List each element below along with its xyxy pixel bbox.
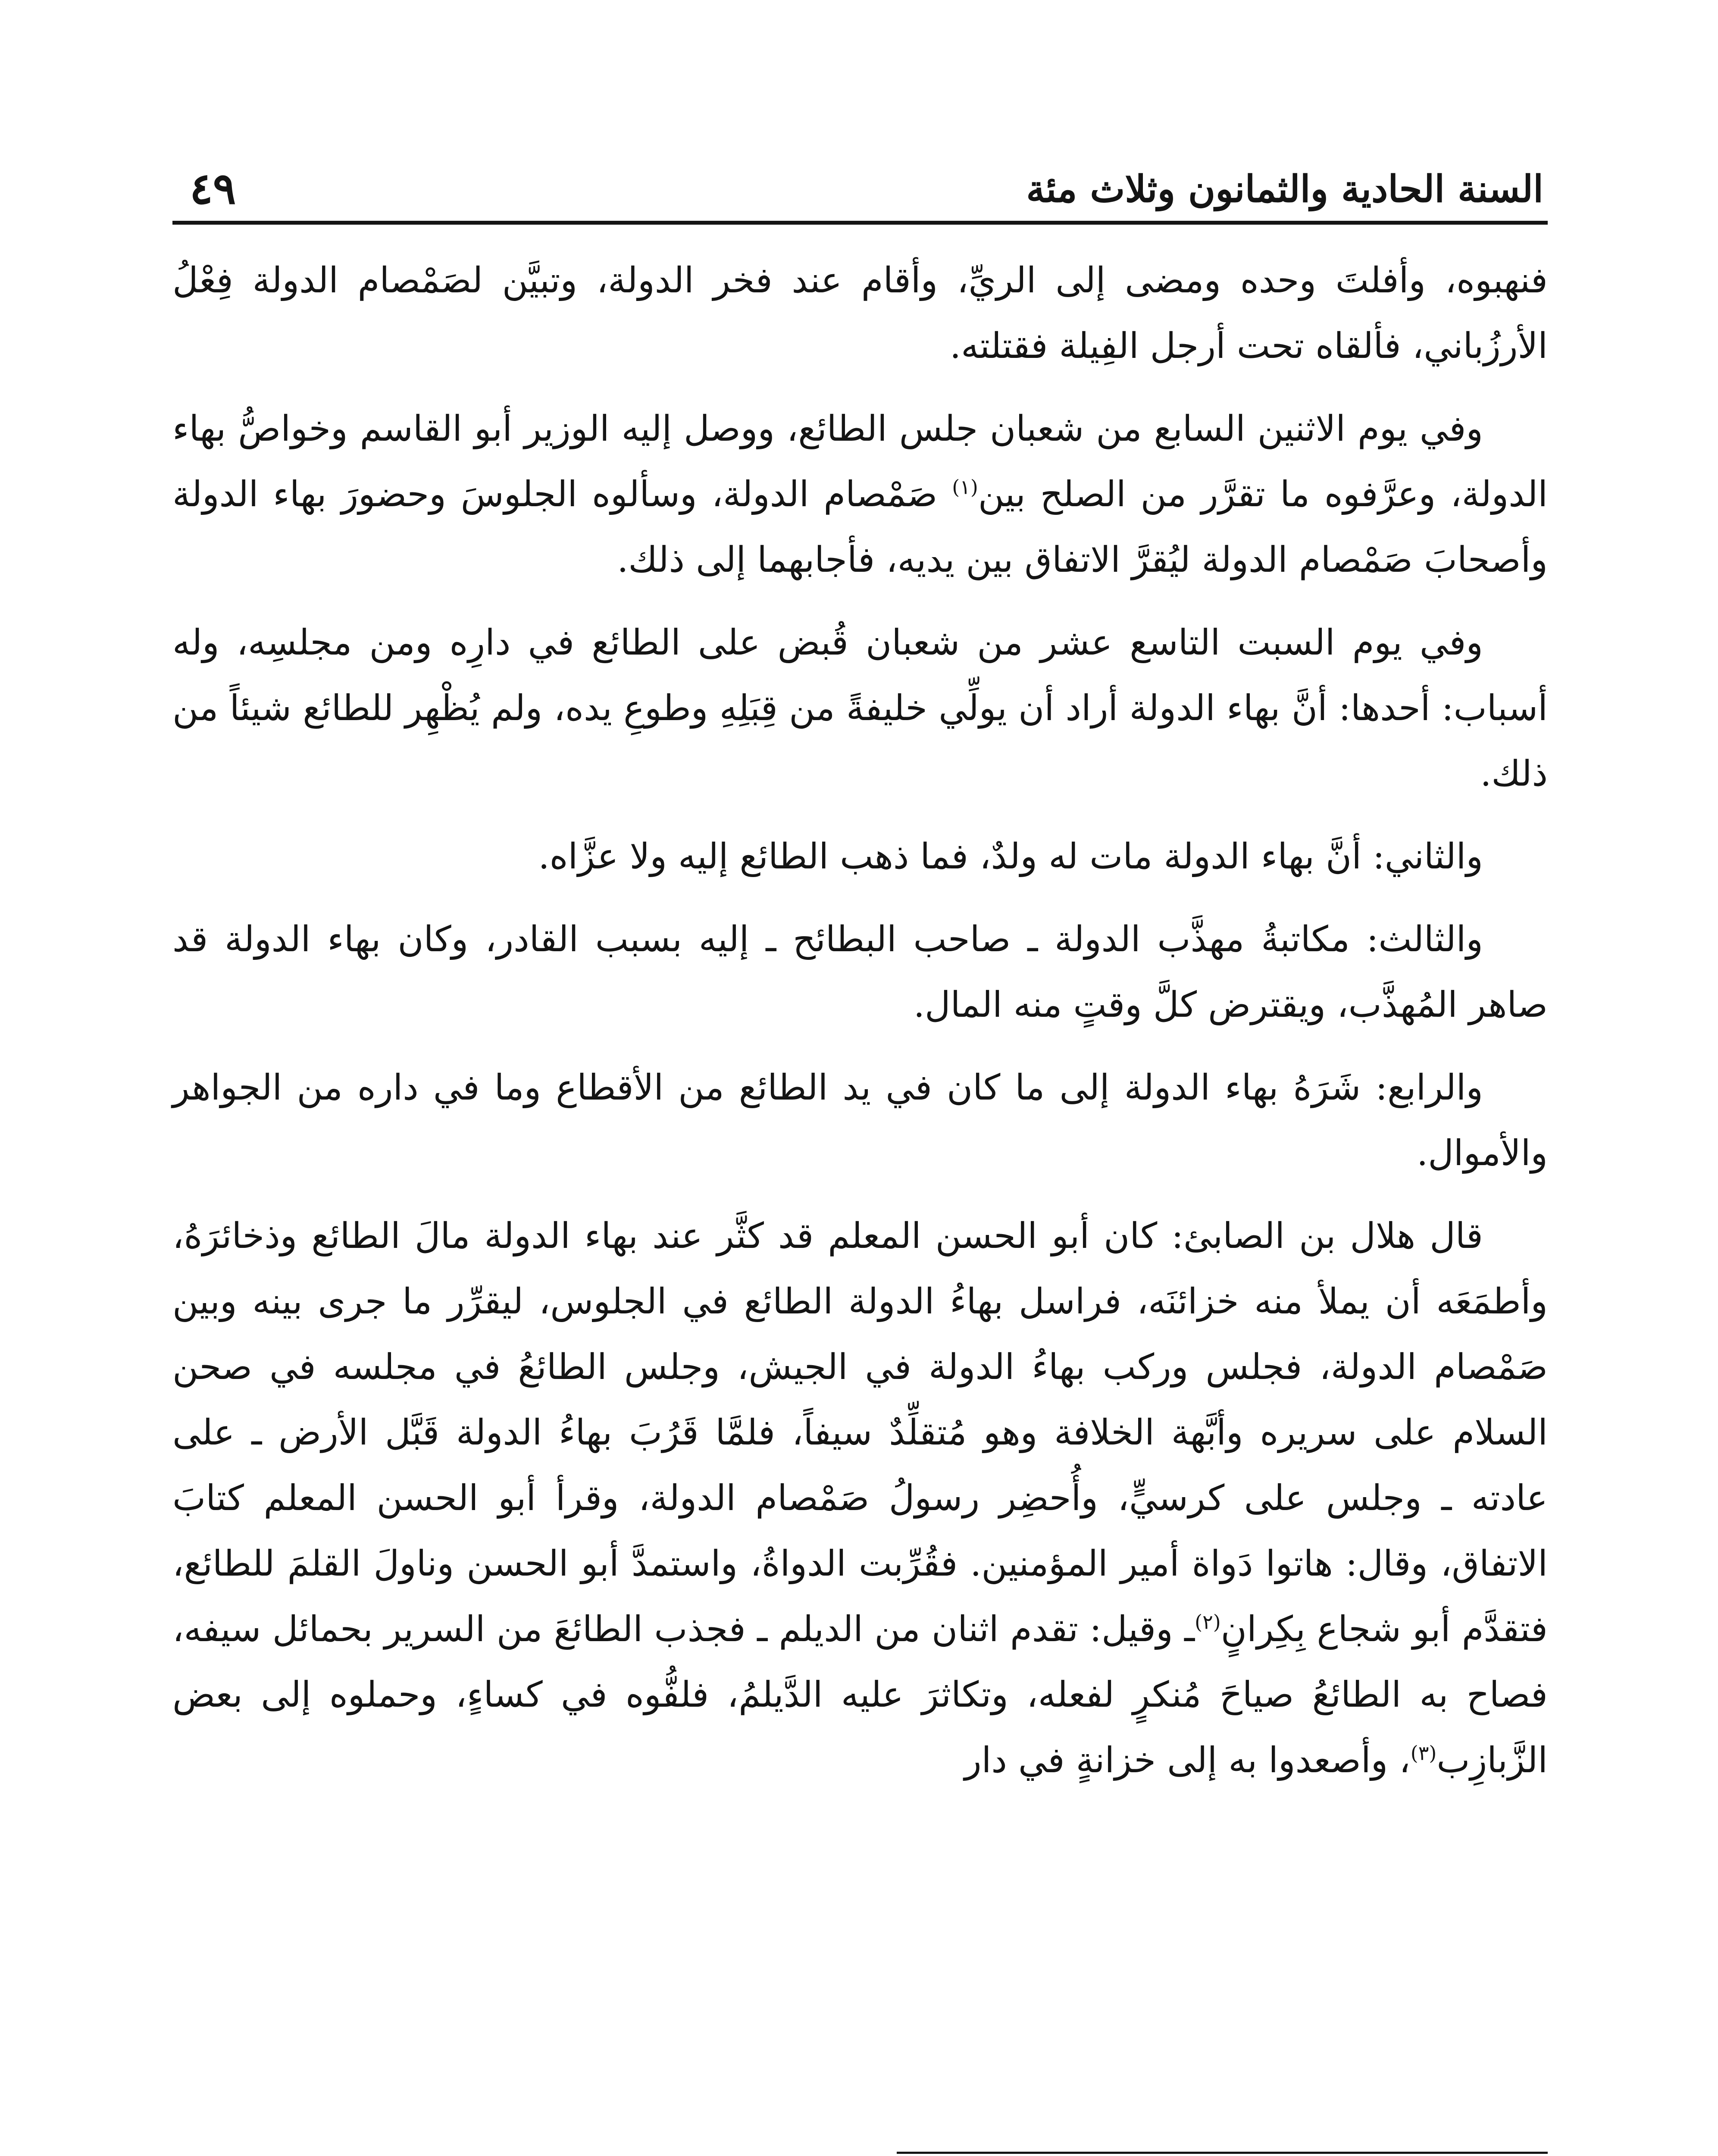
footnote-ref-2: (٢) — [1195, 1610, 1221, 1634]
footnote-ref-3: (٣) — [1410, 1741, 1437, 1765]
paragraph-6: والرابع: شَرَهُ بهاء الدولة إلى ما كان في يد الطائع من الأقطاع وما في داره من الجواهر والأموال. — [172, 1067, 1548, 1174]
page-number: ٤٩ — [190, 163, 236, 214]
header-rule — [172, 221, 1548, 225]
paragraph-7 — [172, 1203, 1548, 1793]
paragraph-4: والثاني: أنَّ بهاء الدولة مات له ولدٌ، فما ذهب الطائع إليه ولا عزَّاه. — [538, 836, 1483, 877]
body-text — [172, 248, 1548, 1811]
running-title: السنة الحادية والثمانون وثلاث مئة — [1026, 167, 1543, 211]
footnote-rule — [897, 2152, 1548, 2154]
paragraph-7-part-2: ـ وقيل: تقدم اثنان من الديلم ـ فجذب الطائعَ من السرير بحمائل سيفه، فصاح به الطائعُ صياحَ مُنكرٍ لفعله، وتكاثرَ عليه الدَّيلمُ، فلفُّوه في كساءٍ، وحملوه إلى بعض الزَّبازِب — [172, 1609, 1548, 1781]
footnote-ref-1: (١) — [952, 475, 978, 499]
paragraph-2-part-2: صَمْصام الدولة، وسألوه الجلوسَ وحضورَ — [341, 474, 952, 515]
paragraph-7-part-3: ، وأصعدوا به إلى خزانةٍ في دار — [964, 1740, 1411, 1781]
paragraph-1: فنهبوه، وأفلتَ وحده ومضى إلى الريِّ، وأقام عند فخر الدولة، وتبيَّن لصَمْصام الدولة فِعْلُ الأرزُباني، فألقاه تحت أرجل الفِيلة فقتلته. — [172, 260, 1548, 367]
paragraph-7-part-1: قال هلال بن الصابئ: كان أبو الحسن المعلم قد كثَّر عند بهاء الدولة مالَ الطائع وذخائرَهُ، وأطمَعَه أن يملأ منه خزائنَه، فراسل بهاءُ الدولة الطائع في الجلوس، ليقرِّر ما جرى بينه وبين صَمْصام الدولة، فجلس وركب بهاءُ الدولة في الجيش، وجلس الطائعُ في مجلسه في صحن السلام على سريره وأبَّهة الخلافة وهو مُتقلِّدٌ سيفاً، فلمَّا قَرُبَ بهاءُ الدولة قَبَّل الأرض ـ على عادته ـ وجلس على كرسيٍّ، وأُحضِر رسولُ صَمْصام الدولة، وقرأ أبو الحسن المعلم كتابَ الاتفاق، وقال: هاتوا دَواة أمير المؤمنين. فقُرِّبت الدواةُ، واستمدَّ أبو الحسن وناولَ القلمَ للطائع، فتقدَّم أبو شجاع بِكِرانٍ — [172, 1216, 1548, 1650]
paragraph-2 — [172, 396, 1548, 593]
paragraph-2-part-3: بهاء الدولة وأصحابَ صَمْصام الدولة ليُقرَّ الاتفاق بين يديه، فأجابهما إلى ذلك. — [172, 474, 1548, 580]
page-header — [172, 155, 1543, 220]
paragraph-5: والثالث: مكاتبةُ مهذَّب الدولة ـ صاحب البطائح ـ إليه بسبب القادر، وكان بهاء الدولة قد صاهر المُهذَّب، ويقترض كلَّ وقتٍ منه المال. — [172, 919, 1548, 1025]
paragraph-2-part-1: وفي يوم الاثنين السابع من شعبان جلس الطائع، ووصل إليه الوزير أبو القاسم وخواصُّ بهاء الدولة، وعرَّفوه ما تقرَّر من الصلح بين — [172, 408, 1548, 515]
paragraph-3: وفي يوم السبت التاسع عشر من شعبان قُبض على الطائع في دارِه ومن مجلسِه، وله أسباب: أحدها: أنَّ بهاء الدولة أراد أن يولِّي خليفةً من قِبَلِهِ وطوعِ يده، ولم يُظْهِر للطائع شيئاً من ذلك. — [172, 622, 1548, 794]
